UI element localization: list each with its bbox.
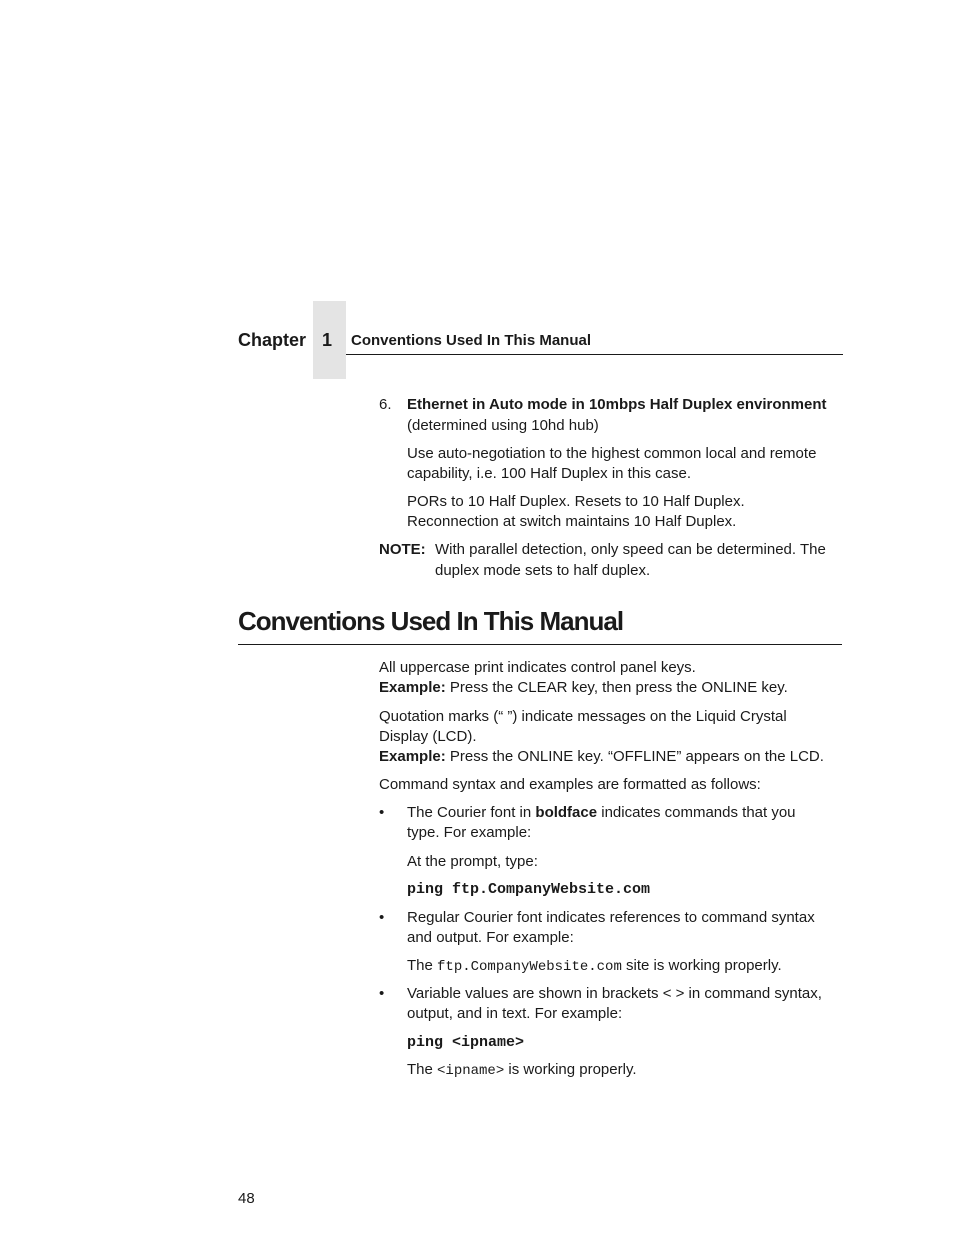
chapter-number: 1 (321, 330, 332, 350)
header-rule (346, 354, 843, 355)
paragraph-line: Use auto-negotiation to the highest common local and remote (407, 445, 817, 462)
code-example: ping ftp.CompanyWebsite.com (407, 881, 651, 898)
paragraph-line: All uppercase print indicates control panel keys. (379, 659, 696, 676)
example-line (407, 956, 782, 977)
bullet-text: Regular Courier font indicates references to command syntax (407, 909, 815, 926)
example-label: Example: (379, 748, 446, 765)
text-run: site is working properly. (621, 957, 782, 974)
note-text: duplex mode sets to half duplex. (435, 562, 651, 579)
bullet-icon: • (379, 909, 385, 926)
chapter-label: Chapter (238, 330, 307, 350)
paragraph-line: Display (LCD). (379, 728, 477, 745)
example-line (379, 678, 788, 698)
inline-code: <ipname> (437, 1063, 505, 1079)
paragraph-line: PORs to 10 Half Duplex. Resets to 10 Half Duplex. (407, 493, 745, 510)
text-run: The Courier font in (407, 804, 536, 821)
bullet-icon: • (379, 985, 385, 1002)
running-header-title: Conventions Used In This Manual (351, 332, 592, 349)
paragraph-line: Quotation marks (“ ”) indicate messages on the Liquid Crystal (379, 708, 787, 725)
list-item-title: Ethernet in Auto mode in 10mbps Half Duplex environment (407, 396, 827, 413)
example-label: Example: (379, 679, 446, 696)
text-run: The (407, 957, 438, 974)
bullet-icon: • (379, 804, 385, 821)
note-text: With parallel detection, only speed can be determined. The (435, 541, 826, 558)
bullet-text (407, 803, 796, 823)
section-rule (238, 644, 842, 645)
example-line (407, 1060, 637, 1081)
note-label: NOTE: (379, 541, 426, 558)
text-run: indicates commands that you (597, 804, 796, 821)
bullet-text: Variable values are shown in brackets < > in command syntax, (407, 985, 822, 1002)
example-text: Press the ONLINE key. “OFFLINE” appears on the LCD. (449, 748, 824, 765)
bold-term: boldface (535, 804, 598, 821)
inline-code: ftp.CompanyWebsite.com (437, 959, 622, 975)
list-item-number: 6. (379, 396, 392, 413)
paragraph-line: At the prompt, type: (407, 853, 538, 870)
section-heading: Conventions Used In This Manual (238, 606, 624, 636)
paragraph-line: Reconnection at switch maintains 10 Half Duplex. (407, 513, 737, 530)
list-item-subtitle: (determined using 10hd hub) (407, 417, 599, 434)
example-line (379, 747, 824, 767)
bullet-text: and output. For example: (407, 929, 574, 946)
bullet-text: type. For example: (407, 824, 532, 841)
bullet-text: output, and in text. For example: (407, 1005, 623, 1022)
paragraph-line: capability, i.e. 100 Half Duplex in this case. (407, 465, 692, 482)
page-number: 48 (238, 1190, 255, 1207)
example-text: Press the CLEAR key, then press the ONLINE key. (449, 679, 788, 696)
paragraph-line: Command syntax and examples are formatted as follows: (379, 776, 761, 793)
text-run: is working properly. (504, 1061, 637, 1078)
code-example: ping <ipname> (407, 1034, 525, 1051)
text-run: The (407, 1061, 438, 1078)
